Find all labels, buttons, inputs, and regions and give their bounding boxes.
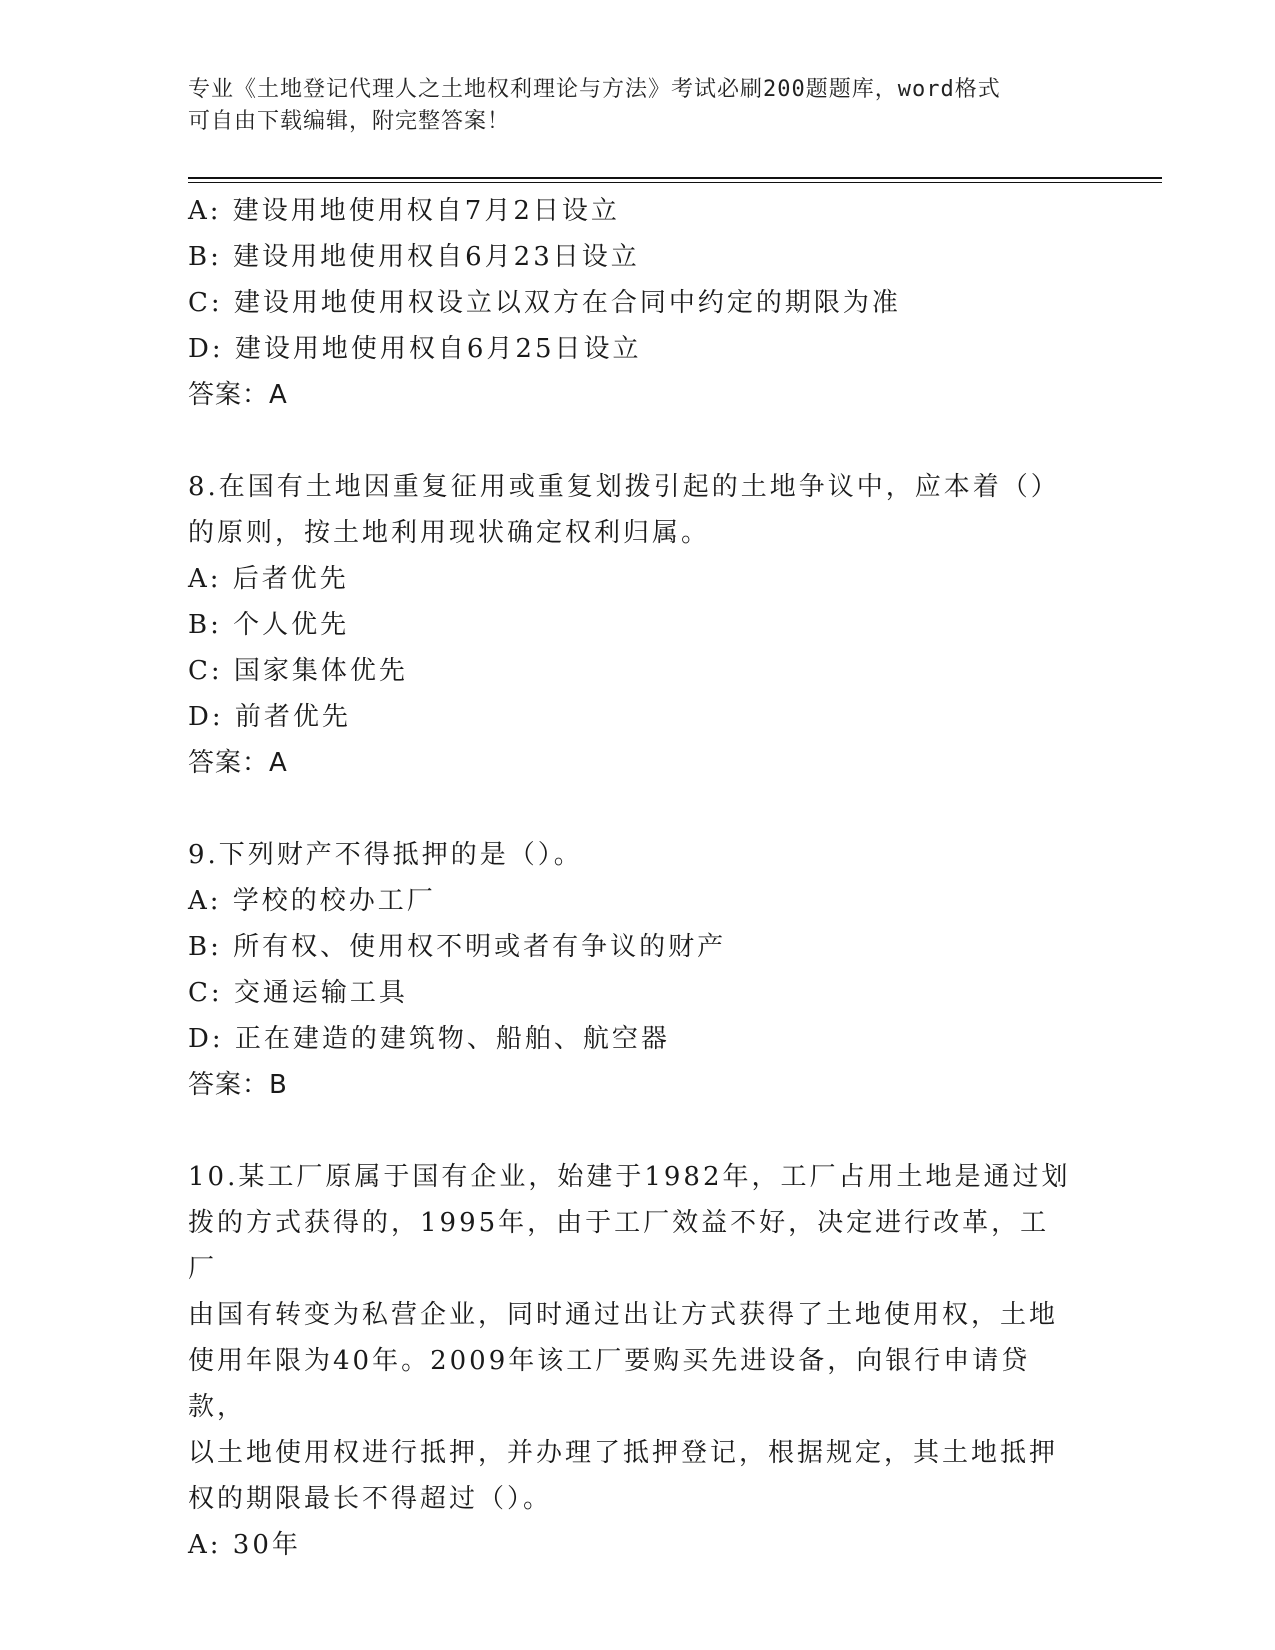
header-title-line-2: 可自由下载编辑，附完整答案！ <box>188 109 511 134</box>
option-b: B: 个人优先 <box>188 610 350 640</box>
question-8 <box>188 464 1078 786</box>
question-stem: 9.下列财产不得抵押的是（）。 <box>188 840 583 870</box>
header-rule-thick <box>188 177 1162 179</box>
option-c: C: 交通运输工具 <box>188 978 408 1008</box>
question-9 <box>188 832 1078 1108</box>
option-d: D: 建设用地使用权自6月25日设立 <box>188 334 642 364</box>
spacer <box>188 786 1078 832</box>
question-stem: 以土地使用权进行抵押，并办理了抵押登记，根据规定，其土地抵押 <box>188 1438 1059 1468</box>
question-stem: 10.某工厂原属于国有企业，始建于1982年，工厂占用土地是通过划 <box>188 1162 1071 1192</box>
question-10 <box>188 1154 1078 1568</box>
option-a: A: 学校的校办工厂 <box>188 886 436 916</box>
answer-line: 答案：A <box>188 748 288 778</box>
answer-line: 答案：B <box>188 1070 288 1100</box>
question-stem: 由国有转变为私营企业，同时通过出让方式获得了土地使用权，土地 <box>188 1300 1059 1330</box>
spacer <box>188 1108 1078 1154</box>
option-b: B: 所有权、使用权不明或者有争议的财产 <box>188 932 727 962</box>
question-stem: 8.在国有土地因重复征用或重复划拨引起的土地争议中，应本着（） <box>188 472 1060 502</box>
answer-line: 答案：A <box>188 380 288 410</box>
question-stem: 使用年限为40年。2009年该工厂要购买先进设备，向银行申请贷款， <box>188 1346 1031 1422</box>
header-rule-thin <box>188 182 1162 183</box>
option-a: A: 30年 <box>188 1530 301 1560</box>
header-title-line-1: 专业《土地登记代理人之土地权利理论与方法》考试必刷200题题库，word格式 <box>188 77 1001 102</box>
question-stem: 拨的方式获得的，1995年，由于工厂效益不好，决定进行改革，工厂 <box>188 1208 1050 1284</box>
question-stem: 权的期限最长不得超过（）。 <box>188 1484 553 1514</box>
option-d: D: 正在建造的建筑物、船舶、航空器 <box>188 1024 670 1054</box>
option-d: D: 前者优先 <box>188 702 351 732</box>
question-stem: 的原则，按土地利用现状确定权利归属。 <box>188 518 711 548</box>
option-b: B: 建设用地使用权自6月23日设立 <box>188 242 640 272</box>
document-header <box>188 74 1088 138</box>
option-c: C: 国家集体优先 <box>188 656 408 686</box>
option-c: C: 建设用地使用权设立以双方在合同中约定的期限为准 <box>188 288 901 318</box>
spacer <box>188 418 1078 464</box>
option-a: A: 后者优先 <box>188 564 349 594</box>
question-list <box>188 188 1078 1568</box>
option-a: A: 建设用地使用权自7月2日设立 <box>188 196 620 226</box>
question-7 <box>188 188 1078 418</box>
